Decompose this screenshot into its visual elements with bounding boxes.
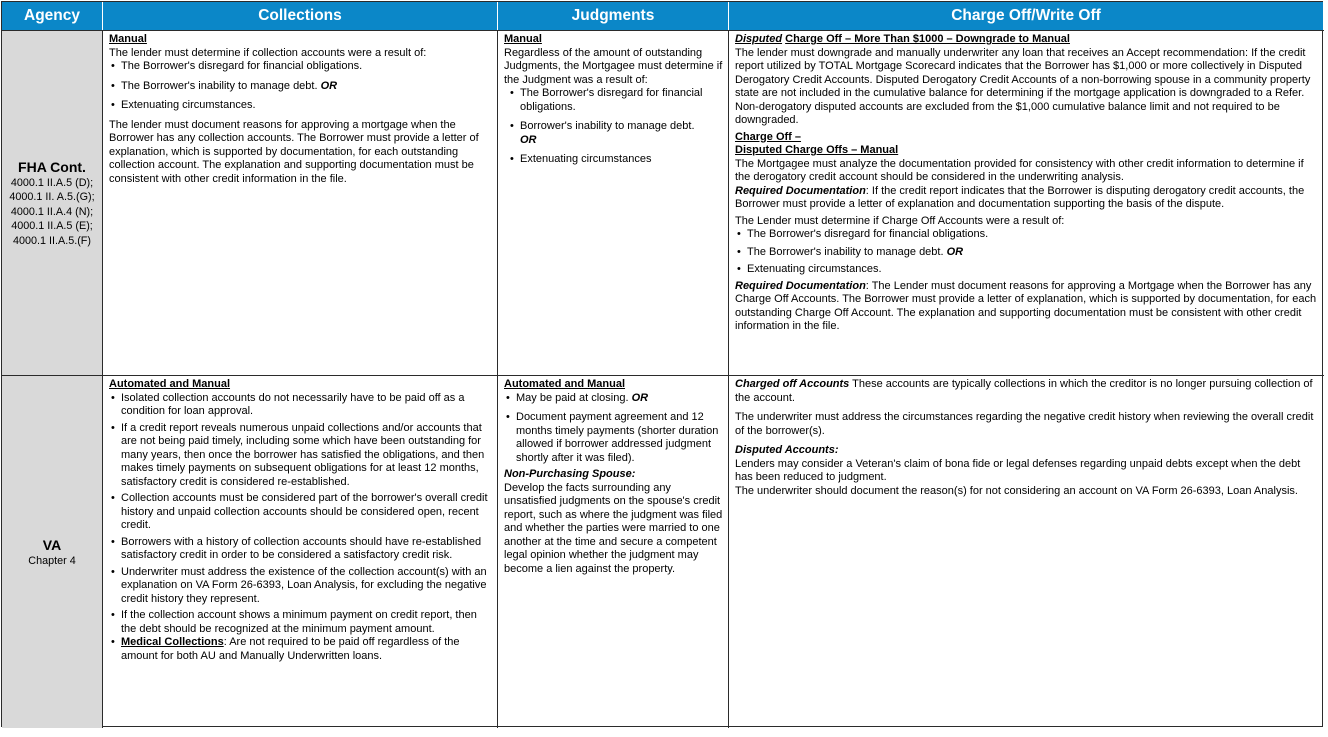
fha-chargeoff-para-1: The lender must downgrade and manually underwriter any loan that receives an Accept recommendation: If the credit report utilized by TOTAL Mortgage Scorecard indicates that the Borrower has $1,000 or more collectively in Disputed Derogatory Credit Accounts. Disputed Derogatory Credit Accounts of a non-borrowing spouse in a community property state are not included in the cumulative balance for determining if the mortgage application is downgraded to a Refer. <box>735 46 1311 99</box>
va-agency-cell <box>2 375 103 728</box>
or-label: OR <box>320 79 338 92</box>
va-judgments-cell <box>498 375 729 728</box>
fha-chargeoff-cell <box>729 30 1324 375</box>
va-chargeoff-para-1: Charged off Accounts These accounts are typically collections in which the creditor is no longer pursuing collection of the account. <box>735 378 1313 404</box>
list-item: • The Borrower's disregard for financial obligations. <box>735 228 1320 242</box>
fha-chargeoff-required-doc-1: Required Documentation: If the credit report indicates that the Borrower is disputing derogatory credit accounts, the Borrower must provide a letter of explanation and documentation supporting the basis of the dispute. <box>735 184 1305 210</box>
fha-chargeoff-para-2: Non-derogatory disputed accounts are excluded from the $1,000 cumulative balance limit and not required to be downgraded. <box>735 100 1280 126</box>
fha-collections-cell <box>103 30 498 375</box>
fha-chargeoff-list <box>735 228 1320 277</box>
fha-ref-2: 4000.1 II. A.5.(G); <box>9 191 95 204</box>
or-label: OR <box>946 245 964 258</box>
list-item: • The Borrower's disregard for financial obligations. <box>508 87 724 114</box>
list-item: • The Borrower's inability to manage debt. OR <box>109 80 493 94</box>
list-item: • Extenuating circumstances. <box>109 99 493 113</box>
va-collections-list <box>109 392 493 664</box>
fha-chargeoff-intro-2: The Lender must determine if Charge Off Accounts were a result of: <box>735 214 1065 227</box>
va-chargeoff-cell <box>729 375 1324 728</box>
va-chargeoff-disputed-label: Disputed Accounts: <box>735 444 839 456</box>
header-chargeoff: Charge Off/Write Off <box>729 2 1324 30</box>
va-chargeoff-para-2: The underwriter must address the circumstances regarding the negative credit history when reviewing the overall credit of the borrower(s). <box>735 411 1314 437</box>
fha-judgments-heading: Manual <box>504 33 542 45</box>
fha-chargeoff-required-doc-2: Required Documentation: The Lender must document reasons for approving a Mortgage when the Borrower has any Charge Off Accounts. The Borrower must provide a letter of explanation, which is supported by documentation, for each outstanding Charge Off Account. The explanation and supporting documentation must be consistent with other credit information in the file. <box>735 279 1317 332</box>
va-chargeoff-para-4: The underwriter should document the reason(s) for not considering an account on VA Form 26-6393, Loan Analysis. <box>735 484 1298 497</box>
va-collections-heading: Automated and Manual <box>109 378 231 390</box>
header-collections: Collections <box>103 2 498 30</box>
fha-collections-para: The lender must document reasons for approving a mortgage when the Borrower has any collection accounts. The Borrower must provide a letter of explanation, which is supported by documentation, for each outstanding collection account. The explanation and supporting documentation must be consistent with other credit information in the file. <box>109 118 479 185</box>
list-item: • May be paid at closing. OR <box>504 392 724 406</box>
fha-collections-intro: The lender must determine if collection accounts were a result of: <box>109 46 427 59</box>
va-judgments-heading: Automated and Manual <box>504 378 626 390</box>
va-judgments-nps-text: Develop the facts surrounding any unsatisfied judgments on the spouse's credit report, such as where the judgment was filed and whether the parties were married to one another at the time and secure a competent legal opinion whether the judgment may become a lien against the property. <box>504 481 723 575</box>
va-collections-cell <box>103 375 498 728</box>
list-item: • Borrowers with a history of collection accounts should have re-established satisfactory credit in order to be considered a satisfactory credit risk. <box>109 536 493 563</box>
fha-collections-list <box>109 60 493 113</box>
va-judgments-list <box>504 392 724 466</box>
fha-agency-name: FHA Cont. <box>18 158 86 175</box>
fha-ref-1: 4000.1 II.A.5 (D); <box>10 176 94 189</box>
va-judgments-nps-label: Non-Purchasing Spouse: <box>504 468 636 480</box>
fha-judgments-intro: Regardless of the amount of outstanding Judgments, the Mortgagee must determine if the Judgment was a result of: <box>504 46 723 86</box>
fha-ref-5: 4000.1 II.A.5.(F) <box>12 234 91 247</box>
header-agency: Agency <box>2 2 103 30</box>
fha-chargeoff-heading-2b: Disputed Charge Offs – Manual <box>735 144 899 156</box>
header-judgments: Judgments <box>498 2 729 30</box>
or-label: OR <box>631 391 649 404</box>
list-item: • Extenuating circumstances. <box>735 263 1320 277</box>
credit-guidelines-table <box>1 1 1323 727</box>
va-ref: Chapter 4 <box>28 554 76 567</box>
fha-ref-4: 4000.1 II.A.5 (E); <box>11 220 93 233</box>
list-item: • Underwriter must address the existence of the collection account(s) with an explanation on VA Form 26-6393, Loan Analysis, for excluding the negative credit history they represent. <box>109 566 493 607</box>
va-chargeoff-para-3: Lenders may consider a Veteran's claim of bona fide or legal defenses regarding unpaid debts except when the debt has been reduced to judgment. <box>735 457 1301 483</box>
list-item: • If the collection account shows a minimum payment on credit report, then the debt should be recognized at the minimum payment amount. <box>109 609 493 636</box>
list-item: • If a credit report reveals numerous unpaid collections and/or accounts that are not being paid timely, including some which have been outstanding for many years, then once the borrower has satisfied the obligations, and then makes timely payments on subsequent obligations for at least 12 months, satisfactory credit is considered re-established. <box>109 422 493 490</box>
list-item: • The Borrower's inability to manage debt. OR <box>735 246 1320 260</box>
fha-chargeoff-para-3: The Mortgagee must analyze the documentation provided for consistency with other credit information to determine if the derogatory credit account should be considered in the underwriting analysis. <box>735 157 1304 183</box>
fha-chargeoff-heading-1: Disputed Charge Off – More Than $1000 – Downgrade to Manual <box>735 33 1070 45</box>
fha-agency-cell <box>2 30 103 375</box>
list-item: • The Borrower's disregard for financial obligations. <box>109 60 493 74</box>
list-item: • Isolated collection accounts do not necessarily have to be paid off as a condition for loan approval. <box>109 392 493 419</box>
fha-judgments-cell <box>498 30 729 375</box>
list-item-medical: • Medical Collections: Are not required to be paid off regardless of the amount for both AU and Manually Underwritten loans. <box>109 636 493 663</box>
list-item: • Collection accounts must be considered part of the borrower's overall credit history and unpaid collection accounts should be considered open, recent credit. <box>109 492 493 533</box>
va-agency-name: VA <box>42 536 62 553</box>
fha-collections-heading: Manual <box>109 33 147 45</box>
fha-ref-3: 4000.1 II.A.4 (N); <box>10 205 94 218</box>
or-label: OR <box>520 133 537 146</box>
fha-chargeoff-heading-2a: Charge Off – <box>735 130 802 143</box>
fha-judgments-list <box>504 87 724 167</box>
list-item: • Extenuating circumstances <box>508 153 724 167</box>
list-item: • Document payment agreement and 12 months timely payments (shorter duration allowed if borrower addressed judgment shortly after it was filed). <box>504 411 724 465</box>
list-item: • Borrower's inability to manage debt. OR <box>508 120 724 147</box>
